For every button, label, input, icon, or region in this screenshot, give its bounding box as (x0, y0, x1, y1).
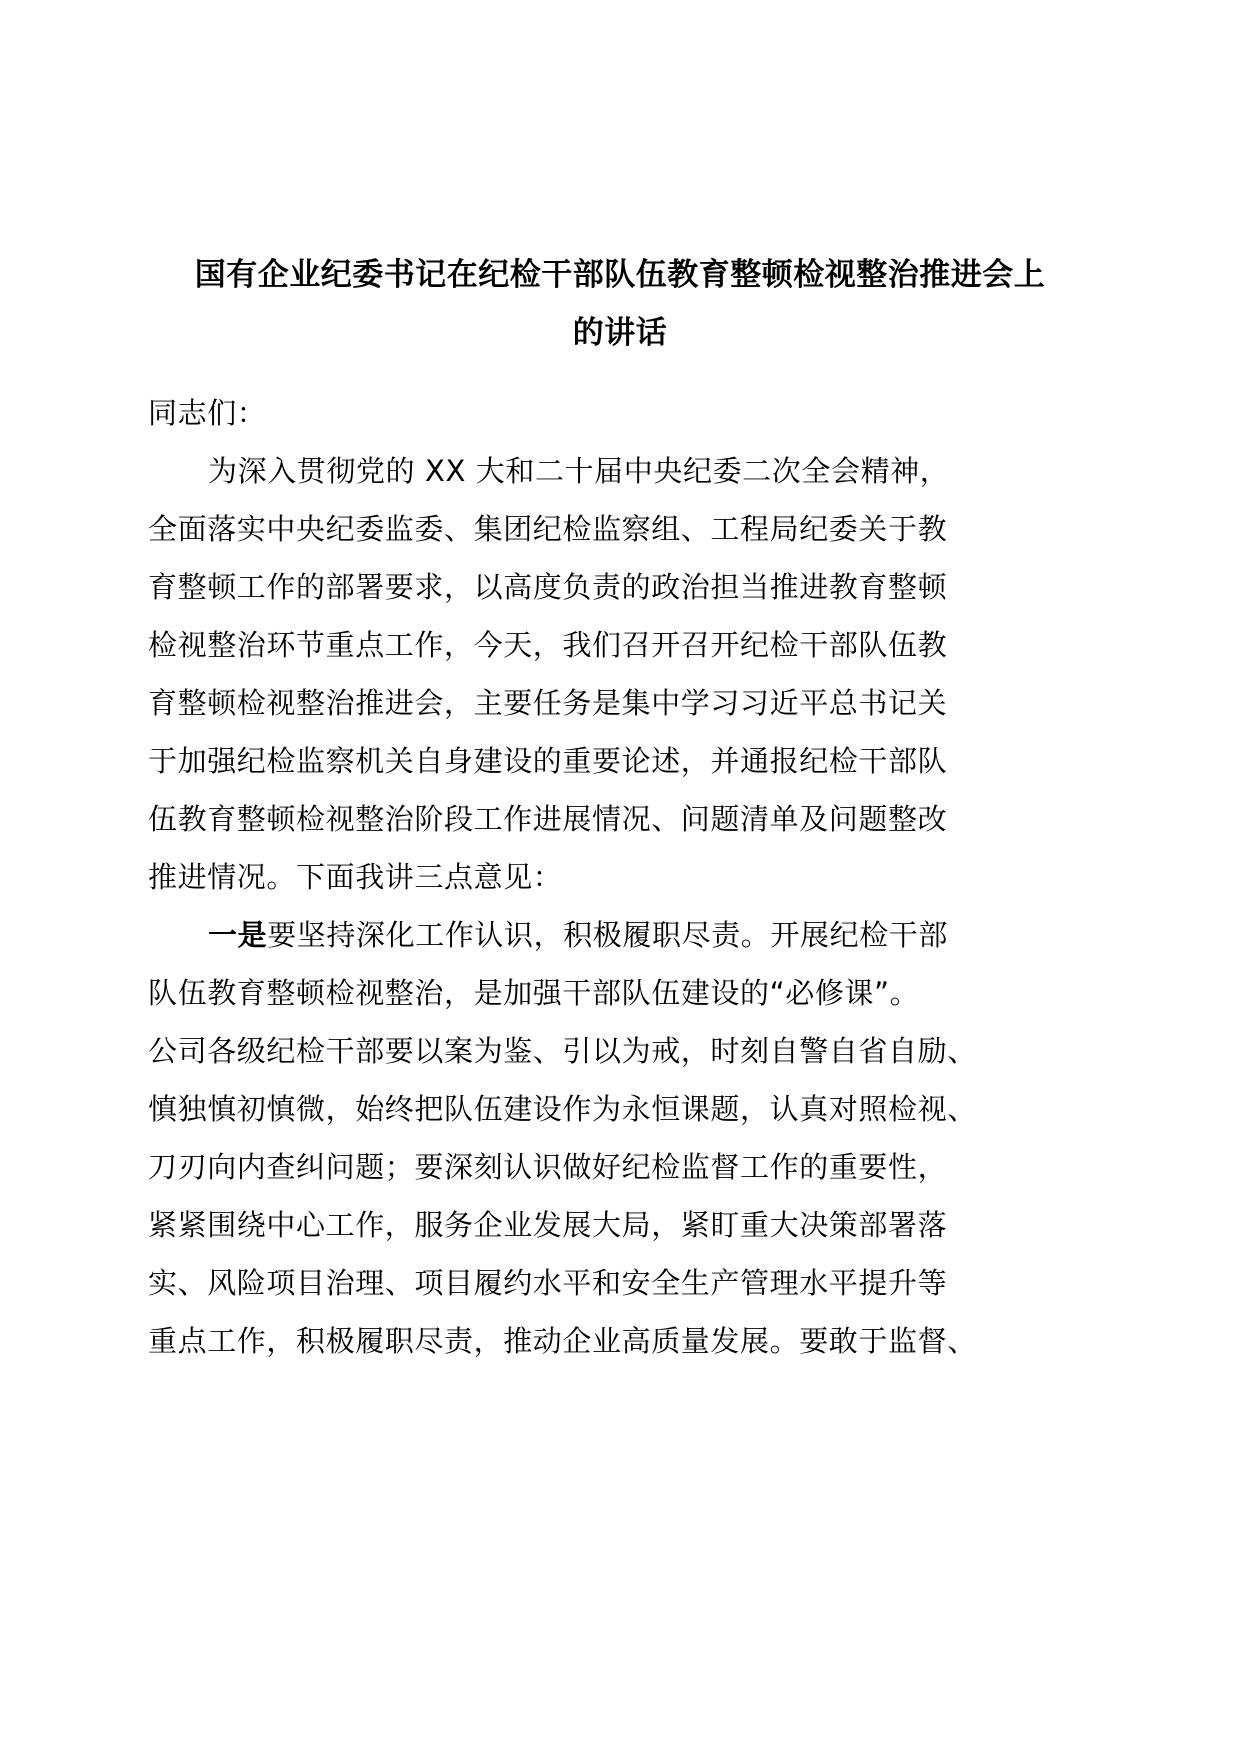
paragraph-line: 育整顿工作的部署要求，以高度负责的政治担当推进教育整顿 (148, 570, 948, 604)
paragraph-line: 育整顿检视整治推进会，主要任务是集中学习习近平总书记关 (148, 686, 948, 720)
point-lead-bold: 一是 (208, 918, 268, 952)
paragraph-line: 实、风险项目治理、项目履约水平和安全生产管理水平提升等 (148, 1266, 948, 1300)
paragraph-line: 紧紧围绕中心工作，服务企业发展大局，紧盯重大决策部署落 (148, 1208, 948, 1242)
point-lead-rest: 要坚持深化工作认识，积极履职尽责。开展纪检干部 (267, 918, 949, 952)
paragraph-line: 于加强纪检监察机关自身建设的重要论述，并通报纪检干部队 (148, 744, 948, 778)
title-line-1: 国有企业纪委书记在纪检干部队伍教育整顿检视整治推进会上 (194, 257, 1046, 293)
paragraph-line: 重点工作，积极履职尽责，推动企业高质量发展。要敢于监督、 (148, 1324, 977, 1358)
paragraph-point-one (148, 906, 1008, 1370)
document-body (148, 384, 1008, 1370)
paragraph-line: 队伍教育整顿检视整治，是加强干部队伍建设的“必修课”。 (148, 976, 920, 1010)
salutation: 同志们： (148, 396, 267, 430)
paragraph-line: 刀刃向内查纠问题；要深刻认识做好纪检监督工作的重要性， (148, 1150, 948, 1184)
paragraph-line: 慎独慎初慎微，始终把队伍建设作为永恒课题，认真对照检视、 (148, 1092, 977, 1126)
paragraph-line: 伍教育整顿检视整治阶段工作进展情况、问题清单及问题整改 (148, 802, 948, 836)
paragraph-line: 推进情况。下面我讲三点意见： (148, 860, 563, 894)
title-line-2: 的讲话 (572, 315, 668, 351)
paragraph-line: 全面落实中央纪委监委、集团纪检监察组、工程局纪委关于教 (148, 512, 948, 546)
document-title (148, 246, 1092, 362)
paragraph-line: 检视整治环节重点工作，今天，我们召开召开纪检干部队伍教 (148, 628, 948, 662)
paragraph-line: 为深入贯彻党的 XX 大和二十届中央纪委二次全会精神， (208, 454, 950, 488)
paragraph-line (148, 906, 1008, 964)
paragraph-line: 公司各级纪检干部要以案为鉴、引以为戒，时刻自警自省自励、 (148, 1034, 977, 1068)
paragraph-intro (148, 442, 1008, 906)
